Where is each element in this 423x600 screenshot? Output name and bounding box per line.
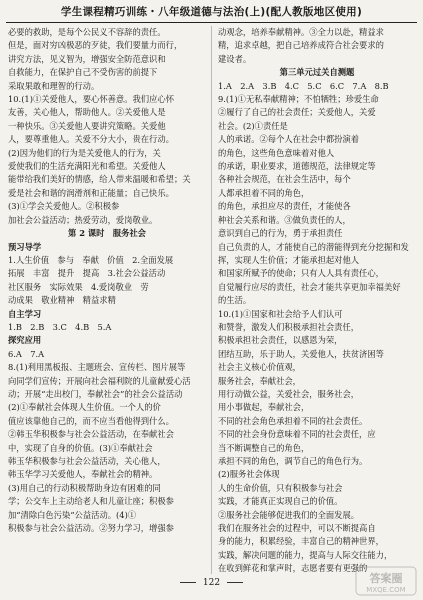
text-line: 10.(1)①国家和社会给予人们认可 (218, 308, 343, 319)
text-line: 人都承担着不同的角色， (218, 187, 310, 198)
text-line: 爱使我们的生活充满阳光和希望。关爱他人 (8, 161, 166, 172)
text-line: 不同的社会身份意味着不同的社会责任，应 (218, 429, 376, 440)
text-line: 社会主义核心价值观， (218, 362, 301, 373)
text-line: 韩玉华积极参与社会公益活动，关心他人， (8, 456, 166, 466)
text-line: 向同学们宣传；开展向社会福利院的儿童献爱心活 (8, 375, 191, 386)
text-line: 的角色，这些角色意味着对他人 (218, 147, 335, 158)
header-rule (6, 22, 417, 23)
text-line: 积极承担社会责任，以感恩为荣， (218, 335, 343, 346)
text-line: (2)服务社会体现 (218, 469, 280, 480)
text-line: 身的能力，积累经验，丰富自己的精神世界， (218, 536, 384, 547)
text-line: 人的生命价值，只有积极参与社会 (218, 482, 343, 493)
text-line: 第 2 课时 服务社会 (68, 228, 146, 239)
text-line: 积极参与社会公益活动。②努力学习，增强参 (8, 523, 174, 534)
text-line: 爱是社会和谐的润滑剂和正能量；自己快乐。 (8, 187, 174, 198)
svg-text:答案圈: 答案圈 (369, 572, 403, 585)
text-line: 自己负责的人，才能使自己的潜能得到充分挖掘和发 (218, 241, 409, 252)
text-line: 人的承诺。②每个人在社会中都扮演着 (218, 134, 360, 145)
text-line: 自觉履行应尽的责任，社会才能共享更加幸福美好 (218, 281, 401, 292)
text-line: 社区服务 实际效果 4.爱岗敬业 劳 (8, 281, 149, 292)
text-line: 中，实现了自身的价值。(3)①奉献社会 (8, 442, 153, 453)
text-line: 用行动做公益，关爱社会，服务社会， (218, 388, 360, 399)
text-line: 1.A 2.A 3.B 4.C 5.C 6.C 7.A 8.B (218, 80, 389, 91)
column-divider (211, 26, 212, 574)
text-line: (2)因为他们的行为是关爱他人的行为，关 (8, 147, 161, 158)
text-line: ②履行了自己的社会责任；关爱他人，关爱 (218, 107, 376, 118)
page-number-dash-left (180, 582, 196, 583)
text-line: 挥，实现人生价值；才能承担起对他人 (218, 254, 360, 265)
text-line: 人，要尊重他人。关爱不分大小，贵在行动。 (8, 134, 174, 145)
text-line: 预习导学 (8, 241, 42, 252)
text-line: 的生活。 (218, 295, 252, 306)
text-line: 加社会公益活动；热爱劳动，爱岗敬业。 (8, 214, 158, 225)
text-line: 建设者。 (218, 53, 252, 64)
text-line: 韩玉华学习关爱他人，奉献社会的精神。 (8, 469, 158, 480)
text-line: (3)用自己的行动积极帮助身边有困难的同 (8, 482, 161, 493)
text-line: 和国家所赋予的使命；只有人人具有责任心， (218, 268, 384, 279)
text-line: 必要的救助，是每个公民义不容辞的责任。 (8, 27, 166, 37)
text-line: 6.A 7.A (8, 348, 45, 359)
text-line: 不同的社会角色承担着不同的社会责任。 (218, 415, 368, 426)
text-line: 的角色，承担应尽的责任，才能使各 (218, 201, 351, 212)
text-line: 社会。(2)①责任是 (218, 120, 288, 131)
left-column (8, 26, 206, 574)
text-line: (2)①奉献社会体现人生价值。一个人的价 (8, 402, 161, 413)
text-line: 学；公交车上主动给老人和儿童让座；积极参 (8, 496, 174, 507)
text-line: 的承诺，职业要求，道德规范，法律规定等 (218, 161, 376, 172)
text-line: 9.(1)①无私奉献精神；不怕牺牲；珍爱生命 (218, 94, 379, 105)
text-line: 友善，关心他人，帮助他人。②关爱他人是 (8, 107, 166, 118)
text-line: ②韩玉华积极参与社会公益活动，在奉献社会 (8, 429, 174, 440)
text-line: 值应该靠他自己的，而不应当看他得到什么。 (8, 415, 174, 426)
text-line: 但是，面对穷凶极恶的歹徒，我们要量力而行， (8, 40, 183, 51)
text-line: 一种快乐。③关爱他人要讲究策略。关爱他 (8, 120, 166, 131)
text-line: (3)①学会关爱他人。②积极参 (8, 201, 120, 212)
text-line: 当不断调整自己的角色， (218, 442, 310, 453)
text-line: 种社会关系和谐。③做负责任的人， (218, 214, 351, 225)
text-line: 服务社会，奉献社会， (218, 375, 301, 386)
text-line: 动成果 敬业精神 精益求精 (8, 295, 116, 306)
page-number-dash-right (227, 582, 243, 583)
text-line: 动观念，培养奉献精神。③全力以赴，精益求 (218, 27, 384, 37)
text-line: 自救能力，在保护自己不受伤害的前提下 (8, 67, 158, 78)
watermark-logo (355, 566, 417, 596)
text-line: ②服务社会能够促进我们的全面发展。 (218, 509, 360, 520)
page-number-text: 122 (202, 578, 221, 588)
svg-text:MXQE.COM: MXQE.COM (366, 586, 406, 594)
text-line: 用小事做起，奉献社会， (218, 402, 310, 413)
text-line: 在收到鲜花和掌声时，志愿者要有更强的 (218, 563, 368, 574)
text-line: 讲究方法，见义智为，增强安全防范意识和 (8, 53, 166, 64)
text-line: 10.(1)①关爱他人，要心怀善意。我们应心怀 (8, 94, 174, 105)
right-column (218, 26, 416, 574)
text-line: 1.人生价值 参与 奉献 价值 2.全面发展 (8, 254, 174, 265)
text-line: 第三单元过关自测题 (279, 67, 355, 78)
text-line: 承担不同的角色，调节自己的角色行为。 (218, 456, 368, 466)
text-line: 8.(1)利用黑板报、主题班会、宣传栏、图片展等 (8, 362, 186, 373)
text-line: 各种社会规范，在社会生活中，每个 (218, 174, 351, 185)
text-line: 探究应用 (8, 335, 42, 346)
text-line: 动；开展“走出校门，奉献社会”的社会公益活动 (8, 388, 183, 399)
text-line: 自主学习 (8, 308, 42, 319)
text-line: 1.B 2.B 3.C 4.B 5.A (8, 321, 112, 332)
page-header: 学生课程精巧训练・八年级道德与法治(上)(配人教版地区使用) (60, 6, 363, 18)
text-line: 意识到自己的行为，勇于承担责任 (218, 228, 343, 239)
text-line: 实践，才能真正实现自己的价值。 (218, 496, 343, 507)
text-line: 加“清除白色污染”公益活动。(4)① (8, 509, 137, 520)
text-line: 和赞誉，激发人们积极承担社会责任， (218, 321, 360, 332)
text-line: 精，追求卓越，把自己培养成符合社会要求的 (218, 40, 384, 51)
text-line: 拓展 丰富 提升 提高 3.社会公益活动 (8, 268, 166, 279)
text-line: 我们在服务社会的过程中，可以不断提高自 (218, 523, 376, 534)
text-line: 实践，解决问题的能力，提高与人际交往能力， (218, 549, 393, 560)
text-line: 能带给我们美好的情感，给人带来温暖和希望；关 (8, 174, 191, 185)
text-line: 团结互助，乐于助人，关爱他人，扶贫济困等 (218, 348, 384, 359)
text-line: 采取果敢和理智的行动。 (8, 80, 100, 91)
